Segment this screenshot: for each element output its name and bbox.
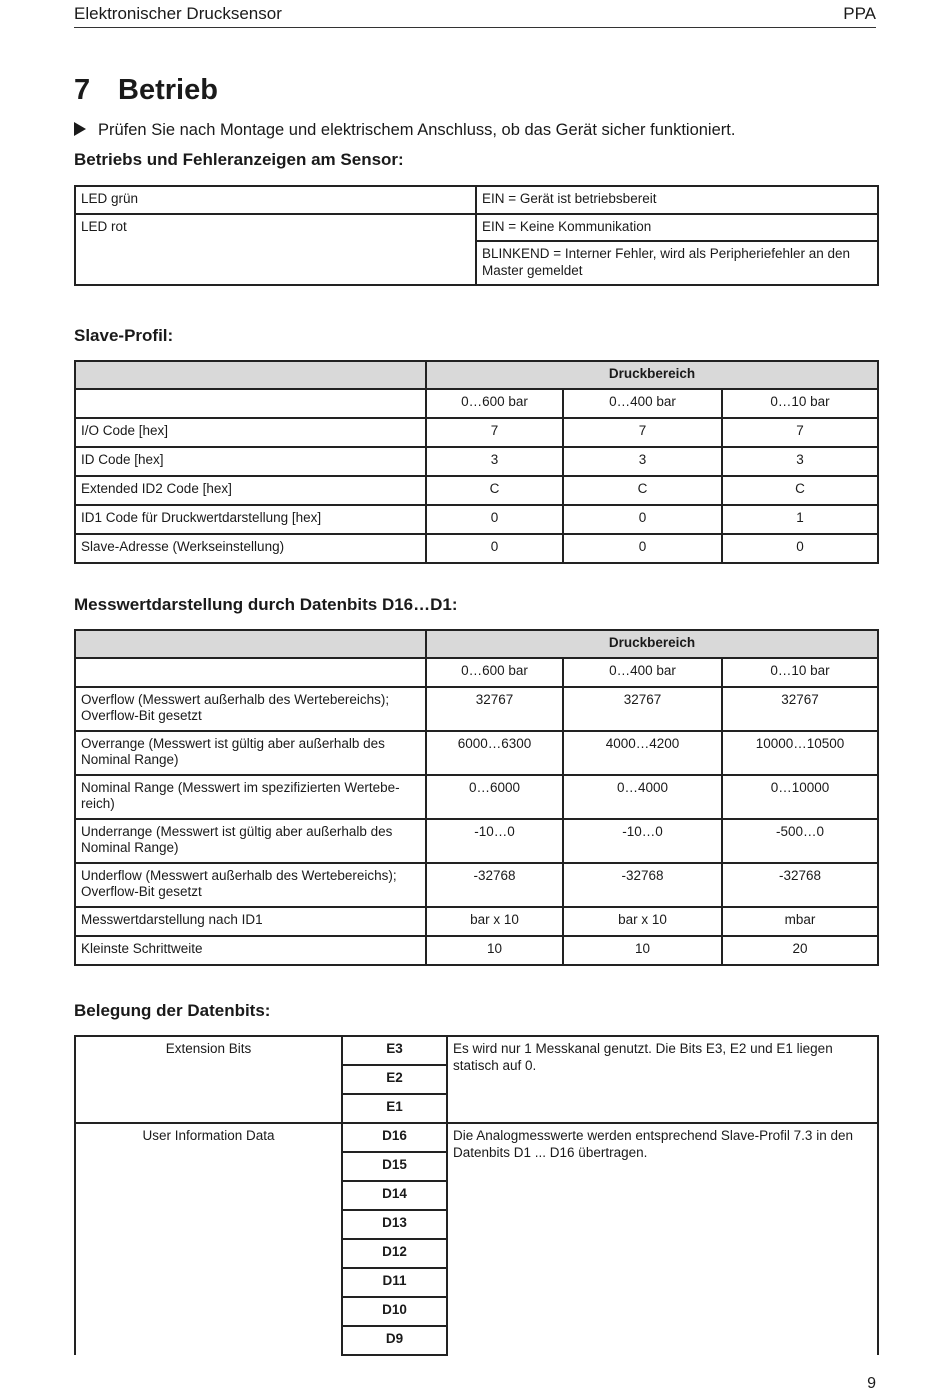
table-row — [75, 775, 878, 819]
column-header: 0…10 bar — [722, 658, 878, 687]
cell-value: -32768 — [722, 863, 878, 907]
bit-cell: E3 — [342, 1036, 447, 1065]
cell-value: 0 — [722, 534, 878, 563]
instruction-text: Prüfen Sie nach Montage und elektrischem Anschluss, ob das Gerät sicher funktioniert. — [98, 121, 736, 139]
cell-value: 0 — [563, 534, 722, 563]
cell-value: C — [722, 476, 878, 505]
databits-table — [74, 1035, 879, 1356]
row-label: Overflow (Messwert außerhalb des Wertebereichs); Overflow-Bit gesetzt — [75, 687, 426, 731]
cell-value: 10 — [426, 936, 563, 965]
cell-value: 3 — [563, 447, 722, 476]
row-label: Messwertdarstellung nach ID1 — [75, 907, 426, 936]
group-label: User Information Data — [75, 1123, 342, 1355]
cell-value: 32767 — [426, 687, 563, 731]
chapter-title: Betrieb — [118, 74, 218, 106]
cell-value: 32767 — [563, 687, 722, 731]
row-label: Underrange (Messwert ist gültig aber außerhalb des Nominal Range) — [75, 819, 426, 863]
group-desc: Die Analogmesswerte werden entsprechend Slave-Profil 7.3 in den Datenbits D1 ... D16 übertragen. — [447, 1123, 878, 1355]
cell-value: 4000…4200 — [563, 731, 722, 775]
bit-cell: E1 — [342, 1094, 447, 1123]
row-label: Overrange (Messwert ist gültig aber außerhalb des Nominal Range) — [75, 731, 426, 775]
slave-profile-heading: Slave-Profil: — [74, 326, 174, 345]
row-label: Underflow (Messwert außerhalb des Wertebereichs); Overflow-Bit gesetzt — [75, 863, 426, 907]
cell-value: 1 — [722, 505, 878, 534]
empty-header-cell — [75, 630, 426, 658]
bit-cell: D10 — [342, 1297, 447, 1326]
table-row — [75, 863, 878, 907]
column-header: 0…400 bar — [563, 658, 722, 687]
databits-heading: Belegung der Datenbits: — [74, 1001, 271, 1020]
led-status-table — [74, 185, 879, 286]
slave-profile-table — [74, 360, 879, 564]
table-row — [75, 687, 878, 731]
cell-value: 3 — [426, 447, 563, 476]
bit-cell: E2 — [342, 1065, 447, 1094]
bit-cell: D9 — [342, 1326, 447, 1355]
cell-value: 10 — [563, 936, 722, 965]
empty-header-cell — [75, 361, 426, 389]
led-desc: BLINKEND = Interner Fehler, wird als Peripheriefehler an den Master gemeldet — [476, 241, 878, 285]
cell-value: 7 — [722, 418, 878, 447]
group-desc: Es wird nur 1 Messkanal genutzt. Die Bits E3, E2 und E1 liegen statisch auf 0. — [447, 1036, 878, 1123]
cell-value: 7 — [563, 418, 722, 447]
table-row — [75, 476, 878, 505]
table-row — [75, 214, 878, 242]
row-label: Kleinste Schrittweite — [75, 936, 426, 965]
bit-cell: D14 — [342, 1181, 447, 1210]
druckbereich-header: Druckbereich — [426, 630, 878, 658]
chapter-heading — [74, 74, 218, 107]
table-row — [75, 936, 878, 965]
bit-cell: D11 — [342, 1268, 447, 1297]
table-row — [75, 186, 878, 214]
bit-cell: D15 — [342, 1152, 447, 1181]
cell-value: C — [426, 476, 563, 505]
bit-cell: D16 — [342, 1123, 447, 1152]
cell-value: -10…0 — [563, 819, 722, 863]
cell-value: 3 — [722, 447, 878, 476]
led-section-heading: Betriebs und Fehleranzeigen am Sensor: — [74, 150, 404, 169]
cell-value: 20 — [722, 936, 878, 965]
measurement-heading: Messwertdarstellung durch Datenbits D16…D1: — [74, 595, 458, 614]
led-desc: EIN = Gerät ist betriebsbereit — [476, 186, 878, 214]
table-header-row — [75, 630, 878, 658]
instruction-step — [74, 121, 735, 140]
row-label: ID Code [hex] — [75, 447, 426, 476]
table-row — [75, 907, 878, 936]
led-desc: EIN = Keine Kommunikation — [476, 214, 878, 242]
column-header: 0…400 bar — [563, 389, 722, 418]
table-row — [75, 1123, 878, 1152]
column-header: 0…600 bar — [426, 658, 563, 687]
row-label: Extended ID2 Code [hex] — [75, 476, 426, 505]
cell-value: 0 — [426, 534, 563, 563]
header-divider — [74, 27, 876, 28]
row-label: Slave-Adresse (Werkseinstellung) — [75, 534, 426, 563]
table-row — [75, 418, 878, 447]
druckbereich-header: Druckbereich — [426, 361, 878, 389]
table-row — [75, 819, 878, 863]
cell-value: bar x 10 — [426, 907, 563, 936]
cell-value: mbar — [722, 907, 878, 936]
empty-cell — [75, 658, 426, 687]
cell-value: -32768 — [426, 863, 563, 907]
cell-value: 6000…6300 — [426, 731, 563, 775]
table-row — [75, 1036, 878, 1065]
table-row — [75, 505, 878, 534]
column-header: 0…10 bar — [722, 389, 878, 418]
group-label: Extension Bits — [75, 1036, 342, 1123]
table-row — [75, 447, 878, 476]
table-row — [75, 731, 878, 775]
running-header-title: Elektronischer Drucksensor — [74, 4, 282, 23]
table-header-row — [75, 389, 878, 418]
chapter-number: 7 — [74, 74, 91, 106]
cell-value: 7 — [426, 418, 563, 447]
table-header-row — [75, 658, 878, 687]
cell-value: 32767 — [722, 687, 878, 731]
row-label: I/O Code [hex] — [75, 418, 426, 447]
cell-value: 10000…10500 — [722, 731, 878, 775]
bit-cell: D13 — [342, 1210, 447, 1239]
led-label: LED grün — [75, 186, 476, 214]
cell-value: 0 — [563, 505, 722, 534]
cell-value: 0…4000 — [563, 775, 722, 819]
row-label: ID1 Code für Druckwertdarstellung [hex] — [75, 505, 426, 534]
cell-value: bar x 10 — [563, 907, 722, 936]
play-arrow-icon — [74, 122, 86, 136]
column-header: 0…600 bar — [426, 389, 563, 418]
page-number: 9 — [867, 1375, 876, 1392]
row-label: Nominal Range (Messwert im spezifizierten Wertebe-reich) — [75, 775, 426, 819]
cell-value: C — [563, 476, 722, 505]
cell-value: 0…10000 — [722, 775, 878, 819]
cell-value: -10…0 — [426, 819, 563, 863]
cell-value: -500…0 — [722, 819, 878, 863]
cell-value: -32768 — [563, 863, 722, 907]
running-header-brand: PPA — [843, 4, 876, 23]
table-row — [75, 534, 878, 563]
table-header-row — [75, 361, 878, 389]
cell-value: 0…6000 — [426, 775, 563, 819]
empty-cell — [75, 389, 426, 418]
bit-cell: D12 — [342, 1239, 447, 1268]
measurement-table — [74, 629, 879, 966]
cell-value: 0 — [426, 505, 563, 534]
led-label: LED rot — [75, 214, 476, 286]
